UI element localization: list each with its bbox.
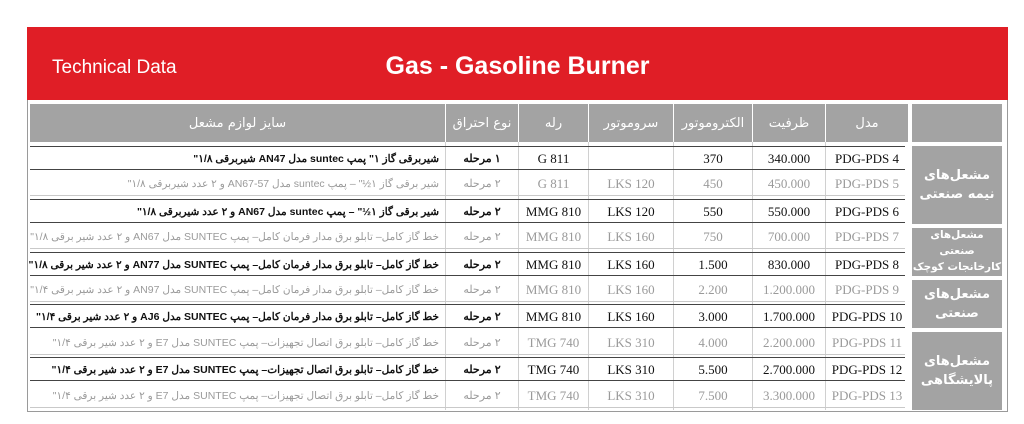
column-header-servomotor: سروموتور	[589, 104, 673, 142]
cell-model: PDG-PDS 11	[832, 334, 902, 350]
cell-servomotor: LKS 160	[607, 309, 655, 325]
cell-desc: خط گاز کامل– تابلو برق مدار فرمان کامل– پمپ SUNTEC مدل AN67 و ۲ عدد شیر برقی ۱/۸"	[30, 231, 439, 244]
cell-model: PDG-PDS 8	[835, 256, 899, 272]
cell-servomotor: LKS 160	[607, 256, 655, 272]
table-row	[30, 384, 905, 408]
table-row	[30, 252, 905, 276]
cell-relay: MMG 810	[525, 309, 582, 325]
cell-combustion: ۲ مرحله	[463, 364, 501, 377]
column-header-relay: رله	[519, 104, 588, 142]
cell-servomotor: LKS 160	[607, 282, 655, 297]
page-title: Gas - Gasoline Burner	[385, 52, 650, 80]
cell-capacity: 700.000	[767, 229, 811, 245]
cell-model: PDG-PDS 6	[835, 203, 899, 219]
cell-electromotor: 5.500	[698, 362, 728, 378]
cell-relay: G 811	[537, 151, 570, 166]
cell-model: PDG-PDS 9	[835, 282, 899, 297]
cell-combustion: ۲ مرحله	[463, 336, 501, 349]
cell-electromotor: 7.500	[698, 387, 728, 403]
cell-desc: خط گاز کامل– تابلو برق اتصال تجهیزات– پمپ SUNTEC مدل E7 و ۲ عدد شیر برقی ۱/۴"	[52, 336, 439, 349]
cell-combustion: ۲ مرحله	[463, 231, 501, 244]
cell-electromotor: 370	[703, 151, 723, 166]
cell-electromotor: 1.500	[698, 256, 728, 272]
cell-model: PDG-PDS 7	[835, 229, 899, 245]
cell-combustion: ۲ مرحله	[463, 389, 501, 402]
cell-desc: شیربرقی گاز ۱" پمپ suntec مدل AN47 شیربرقی ۱/۸"	[193, 153, 439, 165]
title-banner	[27, 27, 1008, 100]
cell-servomotor: LKS 120	[607, 176, 655, 192]
cell-servomotor: LKS 160	[607, 229, 655, 245]
cell-electromotor: 450	[703, 176, 723, 192]
column-header-combustion: نوع احتراق	[446, 104, 518, 142]
table-row	[30, 304, 905, 328]
cell-desc: خط گاز کامل– تابلو برق اتصال تجهیزات– پمپ SUNTEC مدل E7 و ۲ عدد شیر برقی ۱/۴"	[52, 389, 439, 402]
cell-capacity: 340.000	[767, 151, 811, 166]
cell-combustion: ۲ مرحله	[463, 178, 501, 191]
cell-model: PDG-PDS 10	[831, 309, 903, 325]
cell-model: PDG-PDS 5	[835, 176, 899, 192]
cell-relay: TMG 740	[527, 334, 580, 350]
category-industrial: مشعل‌های صنعتی	[912, 280, 1002, 328]
cell-servomotor: LKS 310	[607, 362, 655, 378]
table-row	[30, 146, 905, 170]
cell-combustion: ۱ مرحله	[463, 153, 501, 165]
cell-relay: MMG 810	[525, 282, 582, 297]
cell-model: PDG-PDS 4	[835, 151, 899, 166]
cell-electromotor: 3.000	[698, 309, 728, 325]
cell-servomotor	[589, 147, 673, 171]
column-header-capacity: ظرفیت	[753, 104, 825, 142]
column-header-category	[912, 104, 1002, 142]
table-row	[30, 172, 905, 196]
cell-relay: TMG 740	[527, 362, 580, 378]
cell-capacity: 1.200.000	[763, 282, 815, 297]
cell-electromotor: 550	[703, 203, 723, 219]
table-row	[30, 199, 905, 223]
column-header-model: مدل	[826, 104, 908, 142]
cell-combustion: ۲ مرحله	[463, 258, 501, 271]
table-row	[30, 278, 905, 302]
table-row	[30, 357, 905, 381]
category-small-factories: مشعل‌های صنعتی کارخانجات کوچک	[912, 228, 1002, 276]
cell-capacity: 830.000	[767, 256, 811, 272]
cell-relay: MMG 810	[525, 256, 582, 272]
cell-relay: MMG 810	[525, 229, 582, 245]
cell-capacity: 1.700.000	[763, 309, 815, 325]
category-semi-industrial: مشعل‌های نیمه صنعتی	[912, 146, 1002, 224]
cell-relay: MMG 810	[525, 203, 582, 219]
cell-combustion: ۲ مرحله	[463, 205, 501, 218]
technical-data-label: Technical Data	[52, 57, 177, 78]
cell-capacity: 2.200.000	[763, 334, 815, 350]
cell-combustion: ۲ مرحله	[463, 311, 501, 324]
cell-capacity: 3.300.000	[763, 387, 815, 403]
cell-model: PDG-PDS 12	[831, 362, 903, 378]
cell-relay: TMG 740	[527, 387, 580, 403]
cell-servomotor: LKS 310	[607, 387, 655, 403]
cell-desc: خط گاز کامل– تابلو برق مدار فرمان کامل– پمپ SUNTEC مدل AN77 و ۲ عدد شیر برقی ۱/۸"	[28, 258, 439, 271]
table-row	[30, 225, 905, 249]
cell-desc: شیر برقی گاز ۱½" – پمپ suntec مدل AN67-57 و ۲ عدد شیربرقی ۱/۸"	[127, 178, 439, 191]
cell-servomotor: LKS 120	[607, 203, 655, 219]
cell-combustion: ۲ مرحله	[463, 284, 501, 296]
cell-desc: خط گاز کامل– تابلو برق مدار فرمان کامل– پمپ SUNTEC مدل AJ6 و ۲ عدد شیر برقی ۱/۴"	[36, 311, 439, 324]
cell-servomotor: LKS 310	[607, 334, 655, 350]
category-refinery: مشعل‌های پالایشگاهی	[912, 332, 1002, 410]
column-header-accessories: سایز لوازم مشعل	[30, 104, 445, 142]
cell-relay: G 811	[537, 176, 570, 192]
cell-desc: خط گاز کامل– تابلو برق مدار فرمان کامل– پمپ SUNTEC مدل AN97 و ۲ عدد شیر برقی ۱/۴"	[30, 284, 439, 296]
cell-capacity: 550.000	[767, 203, 811, 219]
cell-desc: شیر برقی گاز ۱½" – پمپ suntec مدل AN67 و ۲ عدد شیربرقی ۱/۸"	[136, 205, 439, 218]
cell-capacity: 2.700.000	[763, 362, 815, 378]
cell-capacity: 450.000	[767, 176, 811, 192]
cell-desc: خط گاز کامل– تابلو برق اتصال تجهیزات– پمپ SUNTEC مدل E7 و ۲ عدد شیر برقی ۱/۴"	[51, 364, 439, 377]
cell-electromotor: 2.200	[698, 282, 728, 297]
cell-electromotor: 750	[703, 229, 723, 245]
column-header-electromotor: الکتروموتور	[674, 104, 752, 142]
table-row	[30, 331, 905, 355]
cell-electromotor: 4.000	[698, 334, 728, 350]
cell-model: PDG-PDS 13	[831, 387, 903, 403]
